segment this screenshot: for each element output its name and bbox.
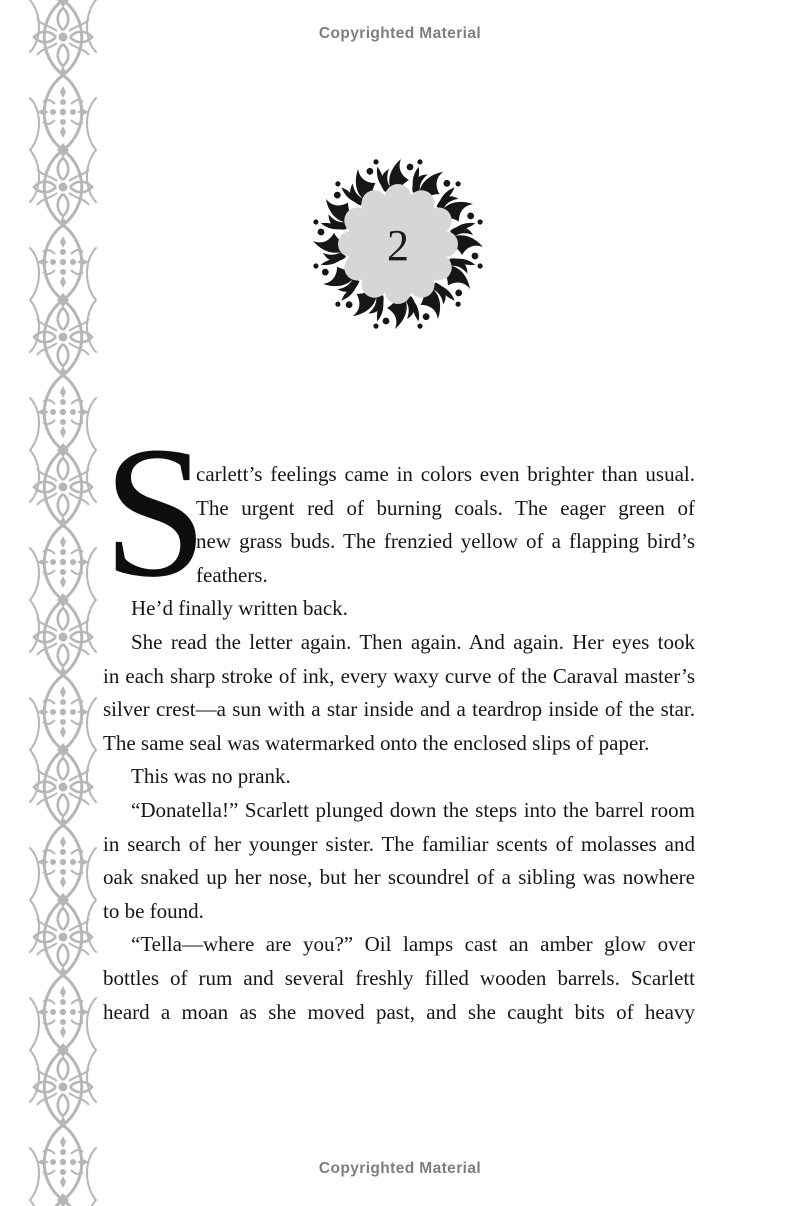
text-line: silver crest—a sun with a star inside and a teardrop inside of the star. — [103, 697, 695, 722]
text-line: feathers. — [196, 562, 268, 587]
paragraph — [103, 928, 695, 1029]
text-line: The urgent red of burning coals. The eager green of — [196, 495, 695, 520]
text-line: new grass buds. The frenzied yellow of a flapping bird’s — [196, 529, 695, 554]
copyright-notice-bottom: Copyrighted Material — [318, 1160, 482, 1177]
chapter-number: 2 — [387, 220, 409, 270]
text-line: carlett’s feelings came in colors even brighter than usual. — [196, 462, 695, 486]
text-line: in search of her younger sister. The familiar scents of molasses and — [103, 831, 695, 856]
text-line: The same seal was watermarked onto the enclosed slips of paper. — [103, 730, 650, 755]
copyright-notice-top: Copyrighted Material — [318, 25, 482, 42]
text-line: in each sharp stroke of ink, every waxy curve of the Caraval master’s — [103, 663, 695, 688]
text-line: She read the letter again. Then again. And again. Her eyes took — [131, 629, 695, 654]
drop-cap — [103, 407, 208, 616]
paragraph — [103, 626, 695, 760]
paragraph — [103, 794, 695, 928]
text-line: oak snaked up her nose, but her scoundrel of a sibling was nowhere — [103, 865, 695, 890]
damask-border-pattern-icon — [26, 0, 100, 1206]
chapter-ornament — [306, 152, 490, 336]
drop-cap-letter: S — [103, 407, 208, 616]
text-line: heard a moan as she moved past, and she caught bits of heavy — [103, 999, 695, 1024]
text-line: to be found. — [103, 898, 204, 923]
text-line: This was no prank. — [131, 764, 291, 789]
text-line: He’d finally written back. — [131, 596, 348, 621]
paragraph — [103, 760, 695, 794]
text-line: “Donatella!” Scarlett plunged down the steps into the barrel room — [131, 797, 695, 822]
text-line: bottles of rum and several freshly filled wooden barrels. Scarlett — [103, 965, 695, 990]
text-line: “Tella—where are you?” Oil lamps cast an amber glow over — [131, 932, 695, 957]
body-text — [103, 407, 695, 1029]
